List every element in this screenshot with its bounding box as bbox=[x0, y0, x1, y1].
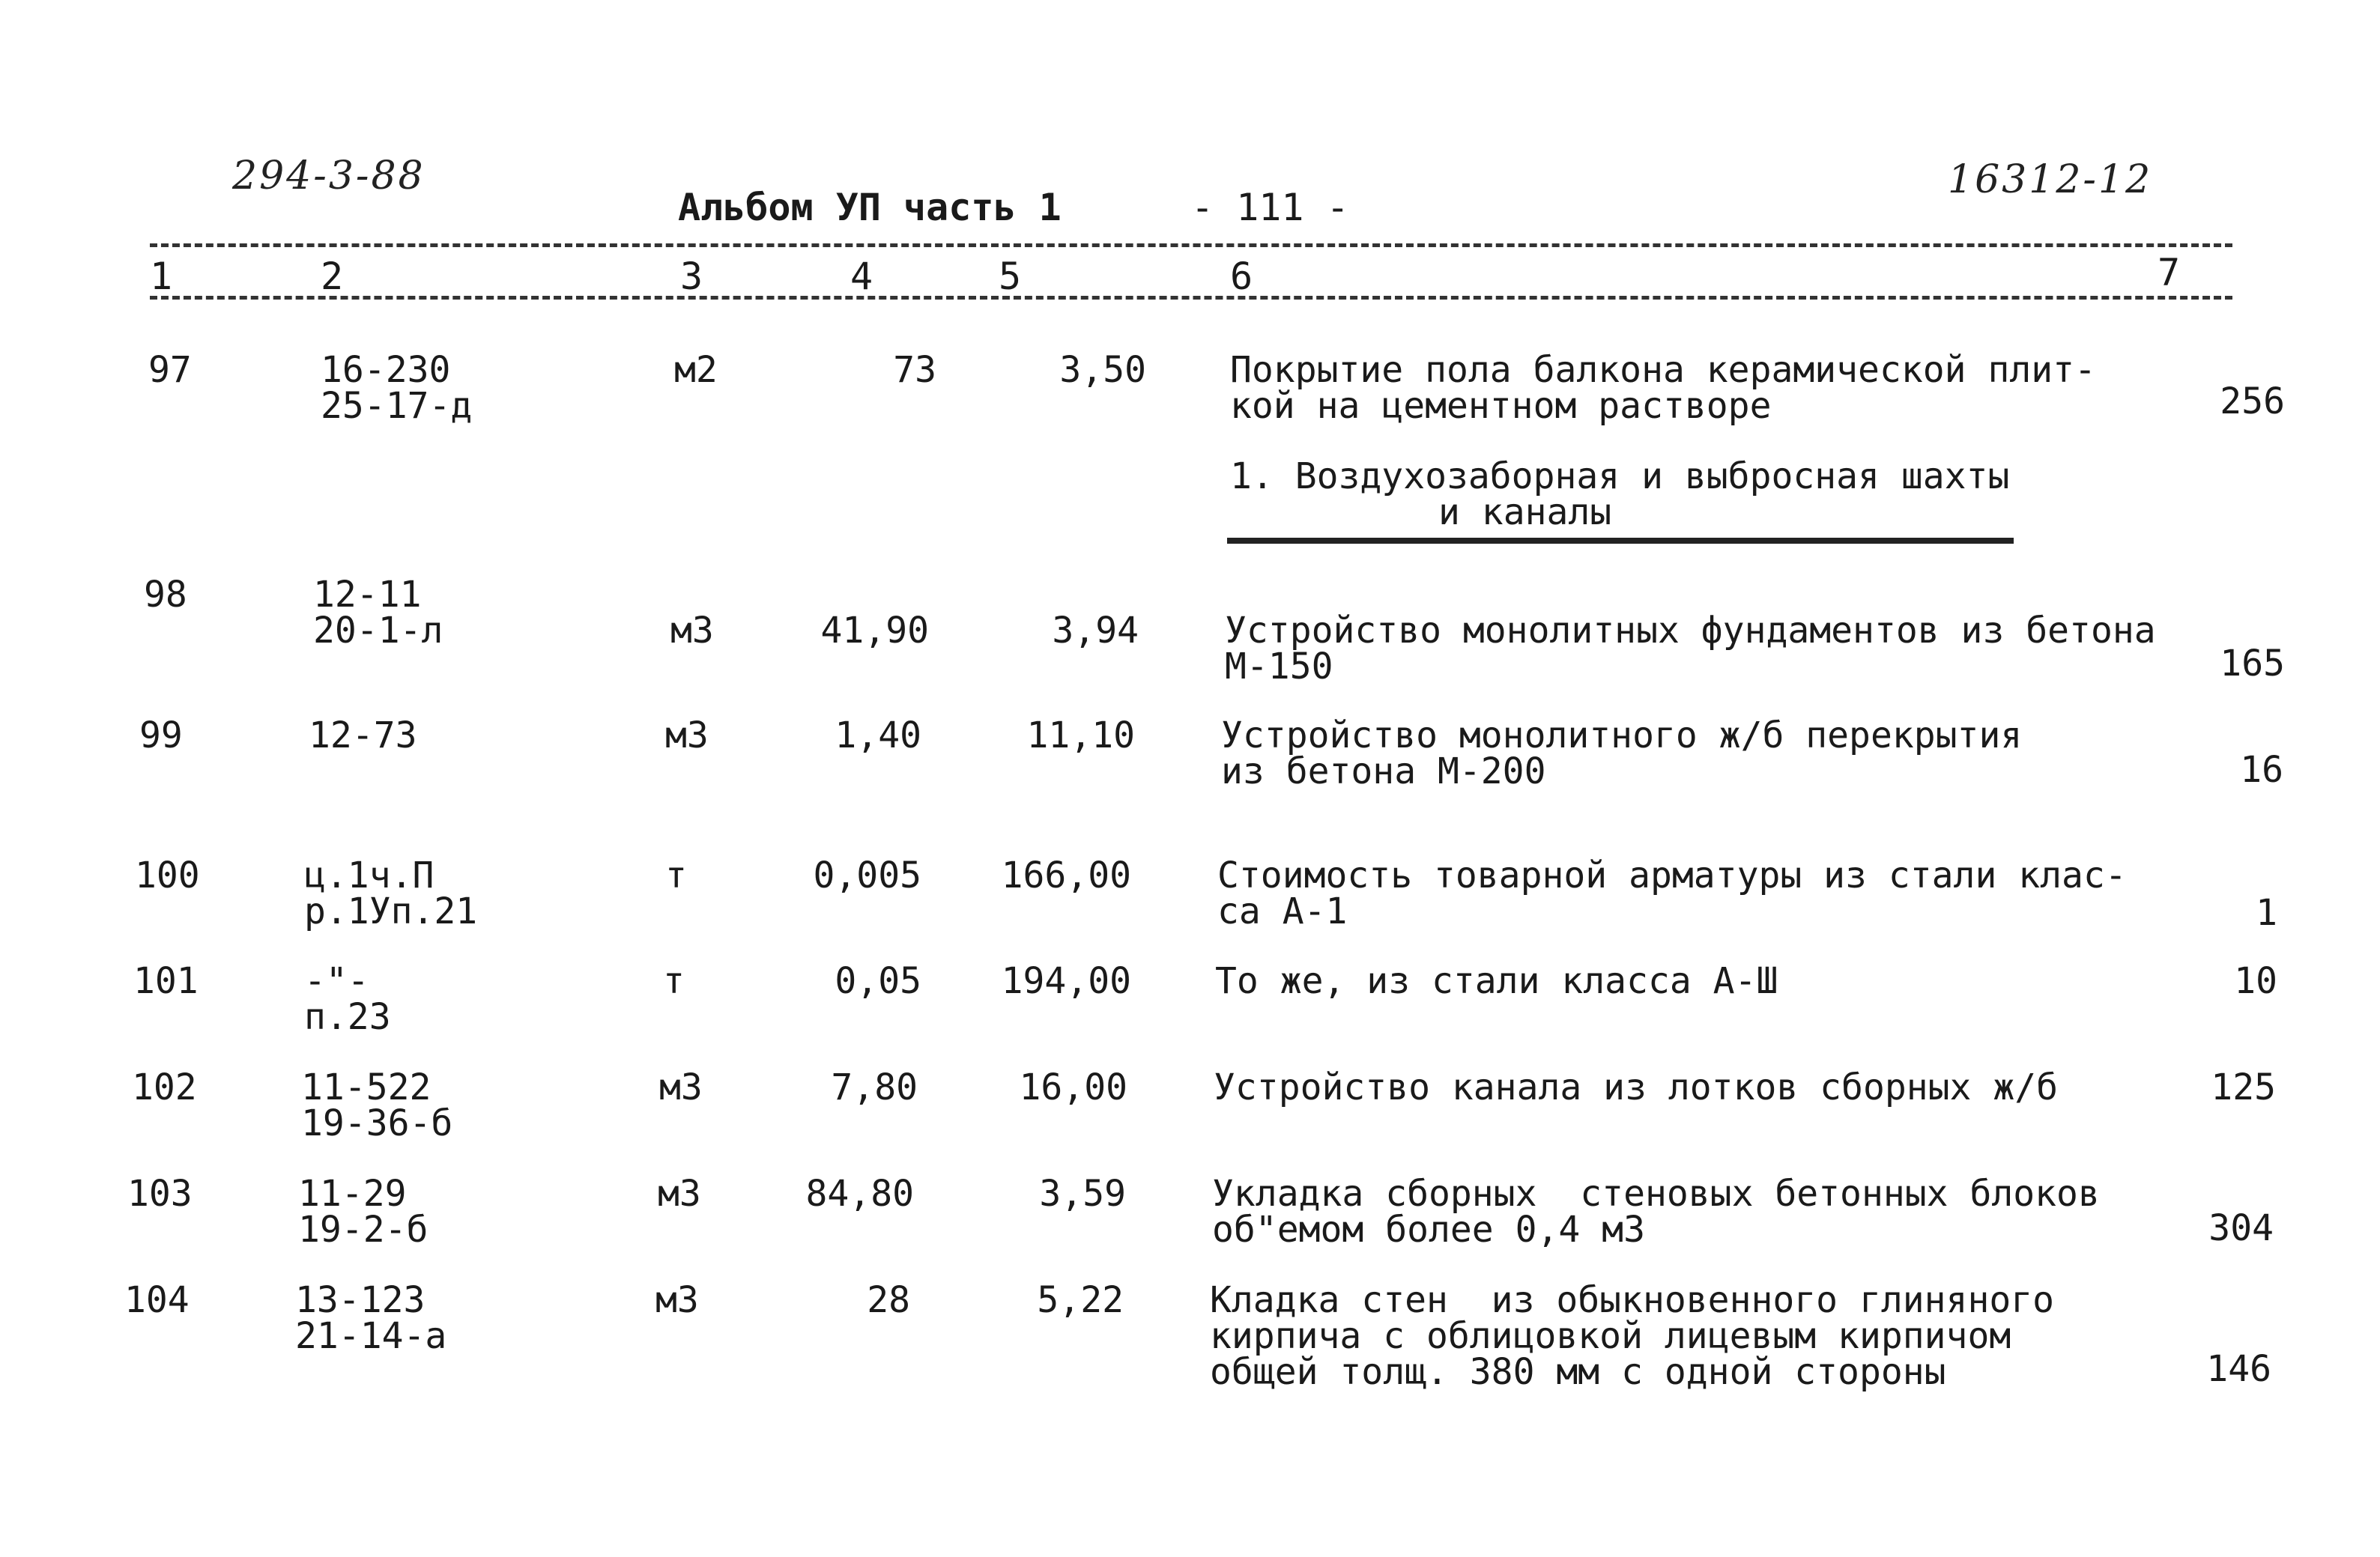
rate-code: ц.1ч.П bbox=[304, 855, 434, 896]
rate-code-sub: 20-1-л bbox=[313, 610, 443, 652]
quantity: 0,05 bbox=[835, 960, 921, 1002]
unit-price: 16,00 bbox=[1019, 1066, 1127, 1108]
section-title-line2: и каналы bbox=[1438, 491, 1612, 533]
column-number-1: 1 bbox=[150, 255, 173, 298]
total: 10 bbox=[2234, 960, 2277, 1002]
total: 256 bbox=[2220, 380, 2285, 422]
column-number-2: 2 bbox=[321, 255, 344, 298]
description-line1: Стоимость товарной арматуры из стали клас- bbox=[1217, 855, 2127, 896]
description-line3: общей толщ. 380 мм с одной стороны bbox=[1210, 1351, 1946, 1393]
unit: м3 bbox=[665, 714, 709, 756]
description-line1: Покрытие пола балкона керамической плит- bbox=[1230, 349, 2096, 391]
quantity: 7,80 bbox=[831, 1066, 918, 1108]
rate-code: 16-230 bbox=[321, 349, 451, 391]
description-line1: Устройство канала из лотков сборных ж/б bbox=[1214, 1066, 2059, 1108]
row-number: 99 bbox=[139, 714, 183, 756]
unit: м2 bbox=[674, 349, 718, 391]
unit: м3 bbox=[670, 610, 714, 652]
column-number-3: 3 bbox=[680, 255, 703, 298]
rate-code-sub: 19-2-б bbox=[298, 1209, 429, 1251]
unit-price: 194,00 bbox=[1001, 960, 1131, 1002]
rate-code: 11-522 bbox=[301, 1066, 432, 1108]
description-line1: Устройство монолитного ж/б перекрытия bbox=[1221, 714, 2023, 756]
section-title-line1: 1. Воздухозаборная и выбросная шахты bbox=[1230, 455, 2010, 497]
total: 16 bbox=[2240, 749, 2283, 791]
rate-code: 13-123 bbox=[295, 1279, 426, 1321]
unit-price: 11,10 bbox=[1026, 714, 1135, 756]
album-title: Альбом УП часть 1 bbox=[678, 186, 1062, 229]
quantity: 41,90 bbox=[820, 610, 929, 652]
row-number: 97 bbox=[148, 349, 192, 391]
total: 125 bbox=[2211, 1066, 2276, 1108]
unit-price: 3,94 bbox=[1052, 610, 1139, 652]
rate-code-sub: р.1Уп.21 bbox=[304, 890, 478, 932]
column-number-6: 6 bbox=[1230, 255, 1253, 298]
quantity: 28 bbox=[867, 1279, 910, 1321]
unit-price: 3,59 bbox=[1039, 1173, 1126, 1215]
header-rule-bottom bbox=[150, 296, 2232, 300]
handwritten-doc-number: 294-3-88 bbox=[232, 154, 426, 198]
description-line1: Устройство монолитных фундаментов из бетона bbox=[1225, 610, 2156, 652]
rate-code-sub: 19-36-б bbox=[301, 1102, 453, 1144]
unit: т bbox=[665, 855, 687, 896]
description-line2: кирпича с облицовкой лицевым кирпичом bbox=[1210, 1315, 2011, 1357]
rate-code-sub: п.23 bbox=[304, 996, 391, 1038]
row-number: 103 bbox=[127, 1173, 193, 1215]
quantity: 1,40 bbox=[835, 714, 921, 756]
row-number: 100 bbox=[135, 855, 200, 896]
quantity: 84,80 bbox=[805, 1173, 914, 1215]
rate-code: 12-73 bbox=[309, 714, 417, 756]
rate-code: -"- bbox=[304, 960, 369, 1002]
description-line1: То же, из стали класса А-Ш bbox=[1215, 960, 1778, 1002]
column-number-4: 4 bbox=[850, 255, 873, 298]
description-line2: об"емом более 0,4 м3 bbox=[1212, 1209, 1645, 1251]
unit: м3 bbox=[659, 1066, 703, 1108]
description-line1: Укладка сборных стеновых бетонных блоков bbox=[1212, 1173, 2100, 1215]
unit: м3 bbox=[658, 1173, 701, 1215]
row-number: 101 bbox=[133, 960, 199, 1002]
total: 304 bbox=[2208, 1207, 2274, 1249]
description-line1: Кладка стен из обыкновенного глиняного bbox=[1210, 1279, 2055, 1321]
unit-price: 5,22 bbox=[1037, 1279, 1124, 1321]
column-number-7: 7 bbox=[2158, 251, 2181, 294]
row-number: 104 bbox=[124, 1279, 190, 1321]
unit: т bbox=[663, 960, 685, 1002]
description-line2: кой на цементном растворе bbox=[1230, 385, 1772, 427]
total: 1 bbox=[2256, 892, 2277, 934]
handwritten-archive-number: 16312-12 bbox=[1948, 157, 2153, 202]
description-line2: са А-1 bbox=[1217, 890, 1348, 932]
row-number: 98 bbox=[144, 574, 187, 616]
total: 165 bbox=[2220, 643, 2285, 685]
quantity: 0,005 bbox=[813, 855, 921, 896]
total: 146 bbox=[2206, 1348, 2271, 1390]
rate-code: 11-29 bbox=[298, 1173, 407, 1215]
rate-code-sub: 25-17-д bbox=[321, 385, 473, 427]
unit: м3 bbox=[655, 1279, 699, 1321]
page-number: - 111 - bbox=[1191, 186, 1349, 229]
section-title-underline bbox=[1227, 538, 2014, 544]
rate-code: 12-11 bbox=[313, 574, 422, 616]
unit-price: 166,00 bbox=[1001, 855, 1131, 896]
description-line2: из бетона М-200 bbox=[1221, 750, 1546, 792]
header-rule-top bbox=[150, 243, 2232, 247]
description-line2: М-150 bbox=[1225, 646, 1333, 688]
column-number-5: 5 bbox=[999, 255, 1022, 298]
rate-code-sub: 21-14-а bbox=[295, 1315, 447, 1357]
quantity: 73 bbox=[893, 349, 936, 391]
unit-price: 3,50 bbox=[1059, 349, 1146, 391]
row-number: 102 bbox=[132, 1066, 197, 1108]
